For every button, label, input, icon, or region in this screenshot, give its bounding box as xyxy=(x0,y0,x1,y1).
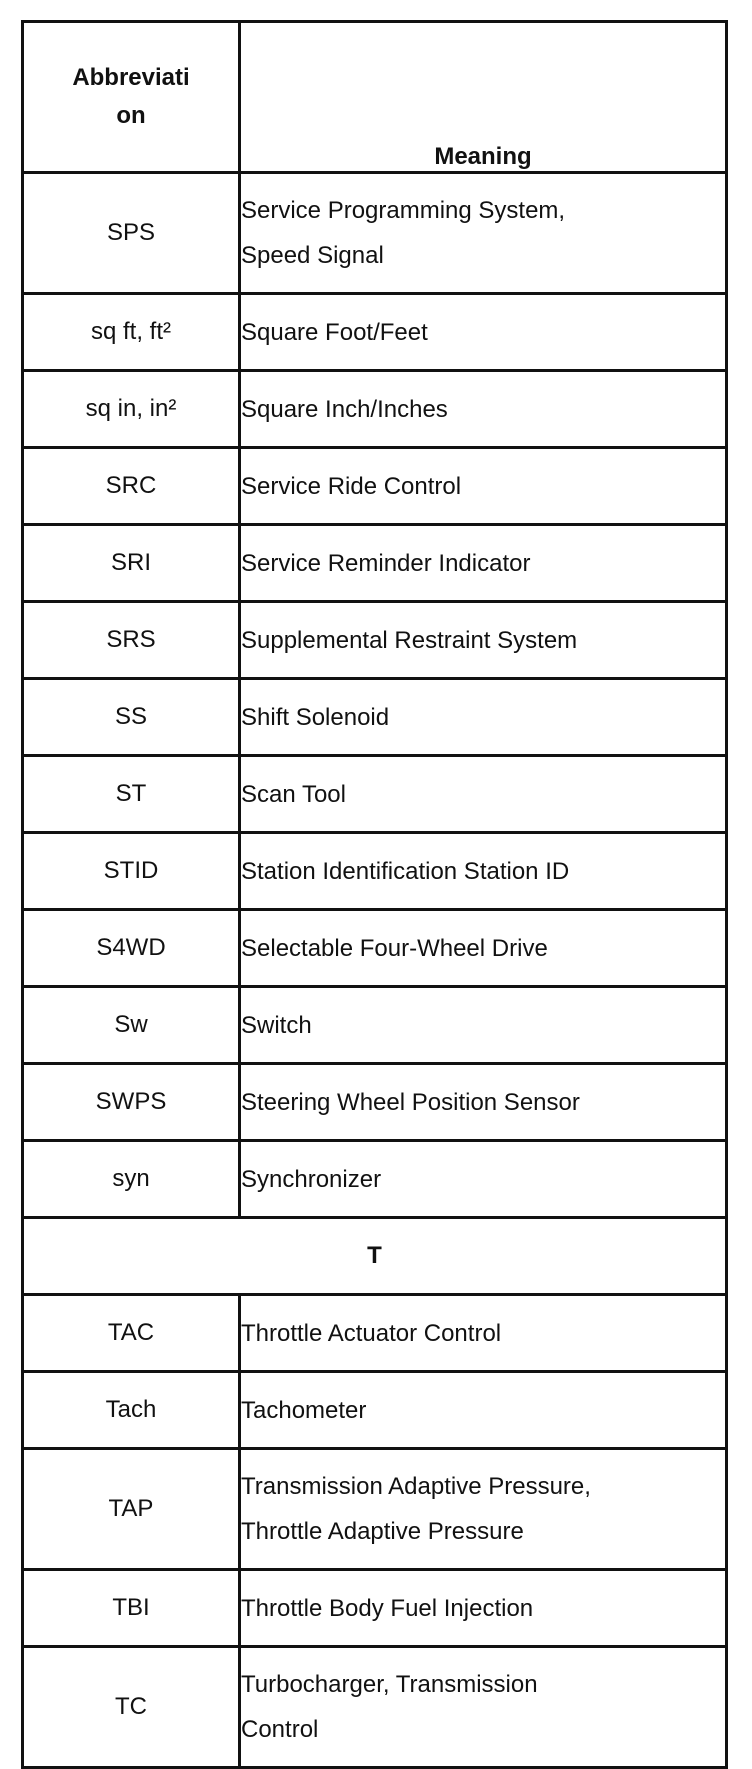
meaning-cell xyxy=(240,602,727,679)
table-row xyxy=(23,679,727,756)
table-row xyxy=(23,602,727,679)
table-row xyxy=(23,371,727,448)
table-row xyxy=(23,987,727,1064)
meaning-line: Switch xyxy=(241,1011,312,1039)
meaning-line: Transmission Adaptive Pressure, xyxy=(241,1473,591,1500)
meaning-cell xyxy=(240,525,727,602)
abbreviation-cell: SRC xyxy=(23,448,240,525)
meaning-cell xyxy=(240,448,727,525)
abbreviation-cell: SRS xyxy=(23,602,240,679)
meaning-line: Square Foot/Feet xyxy=(241,318,428,346)
meaning-line: Turbocharger, Transmission xyxy=(241,1671,538,1698)
table-row xyxy=(23,1295,727,1372)
meaning-line: Service Programming System, xyxy=(241,197,566,224)
meaning-cell xyxy=(240,294,727,371)
abbreviation-cell: SRI xyxy=(23,525,240,602)
meaning-cell xyxy=(240,1141,727,1218)
meaning-line: Station Identification Station ID xyxy=(241,857,570,885)
meaning-cell xyxy=(240,910,727,987)
column-header-abbreviation-line2: on xyxy=(116,102,146,129)
meaning-line: Control xyxy=(241,1716,319,1743)
table-row xyxy=(23,1647,727,1768)
meaning-cell xyxy=(240,1064,727,1141)
table-row xyxy=(23,1372,727,1449)
table-row xyxy=(23,1064,727,1141)
meaning-line: Selectable Four-Wheel Drive xyxy=(241,934,548,962)
abbreviation-cell: TBI xyxy=(23,1570,240,1647)
column-header-abbreviation-line1: Abbreviati xyxy=(72,64,190,91)
table-row xyxy=(23,756,727,833)
meaning-line: Supplemental Restraint System xyxy=(241,626,578,654)
meaning-cell xyxy=(240,371,727,448)
abbreviation-cell: Tach xyxy=(23,1372,240,1449)
meaning-line: Tachometer xyxy=(241,1396,367,1424)
column-header-meaning: Meaning xyxy=(240,22,727,173)
table-row xyxy=(23,173,727,294)
abbreviation-cell: TC xyxy=(23,1647,240,1768)
abbreviation-cell: sq ft, ft² xyxy=(23,294,240,371)
meaning-line: Square Inch/Inches xyxy=(241,395,448,423)
table-row xyxy=(23,1449,727,1570)
table-row xyxy=(23,833,727,910)
table-row xyxy=(23,910,727,987)
abbreviation-cell: TAC xyxy=(23,1295,240,1372)
meaning-line: Synchronizer xyxy=(241,1165,382,1193)
meaning-line: Throttle Adaptive Pressure xyxy=(241,1518,524,1545)
meaning-cell xyxy=(240,679,727,756)
table-row xyxy=(23,294,727,371)
meaning-line: Throttle Body Fuel Injection xyxy=(241,1594,534,1622)
abbreviation-cell: Sw xyxy=(23,987,240,1064)
table-header-row xyxy=(23,22,727,173)
meaning-cell xyxy=(240,1449,727,1570)
abbreviation-cell: SS xyxy=(23,679,240,756)
meaning-line: Throttle Actuator Control xyxy=(241,1319,502,1347)
table-row xyxy=(23,1141,727,1218)
abbreviation-cell: TAP xyxy=(23,1449,240,1570)
meaning-line: Service Reminder Indicator xyxy=(241,549,531,577)
meaning-cell xyxy=(240,833,727,910)
meaning-cell xyxy=(240,173,727,294)
table-row xyxy=(23,448,727,525)
abbreviation-cell: S4WD xyxy=(23,910,240,987)
meaning-cell xyxy=(240,1372,727,1449)
meaning-cell xyxy=(240,1570,727,1647)
meaning-line: Scan Tool xyxy=(241,780,346,808)
column-header-abbreviation xyxy=(23,22,240,173)
meaning-cell xyxy=(240,987,727,1064)
abbreviation-cell: ST xyxy=(23,756,240,833)
abbreviation-cell: STID xyxy=(23,833,240,910)
abbreviation-cell: syn xyxy=(23,1141,240,1218)
meaning-line: Service Ride Control xyxy=(241,472,462,500)
meaning-line: Shift Solenoid xyxy=(241,703,390,731)
section-row xyxy=(23,1218,727,1295)
abbreviation-cell: sq in, in² xyxy=(23,371,240,448)
abbreviation-cell: SWPS xyxy=(23,1064,240,1141)
meaning-cell xyxy=(240,1295,727,1372)
table-body xyxy=(23,173,727,1768)
section-heading: T xyxy=(23,1218,727,1295)
meaning-cell xyxy=(240,756,727,833)
table-row xyxy=(23,1570,727,1647)
meaning-line: Speed Signal xyxy=(241,242,384,269)
meaning-cell xyxy=(240,1647,727,1768)
meaning-line: Steering Wheel Position Sensor xyxy=(241,1088,580,1116)
abbreviation-cell: SPS xyxy=(23,173,240,294)
abbreviation-table xyxy=(21,20,728,1769)
table-row xyxy=(23,525,727,602)
